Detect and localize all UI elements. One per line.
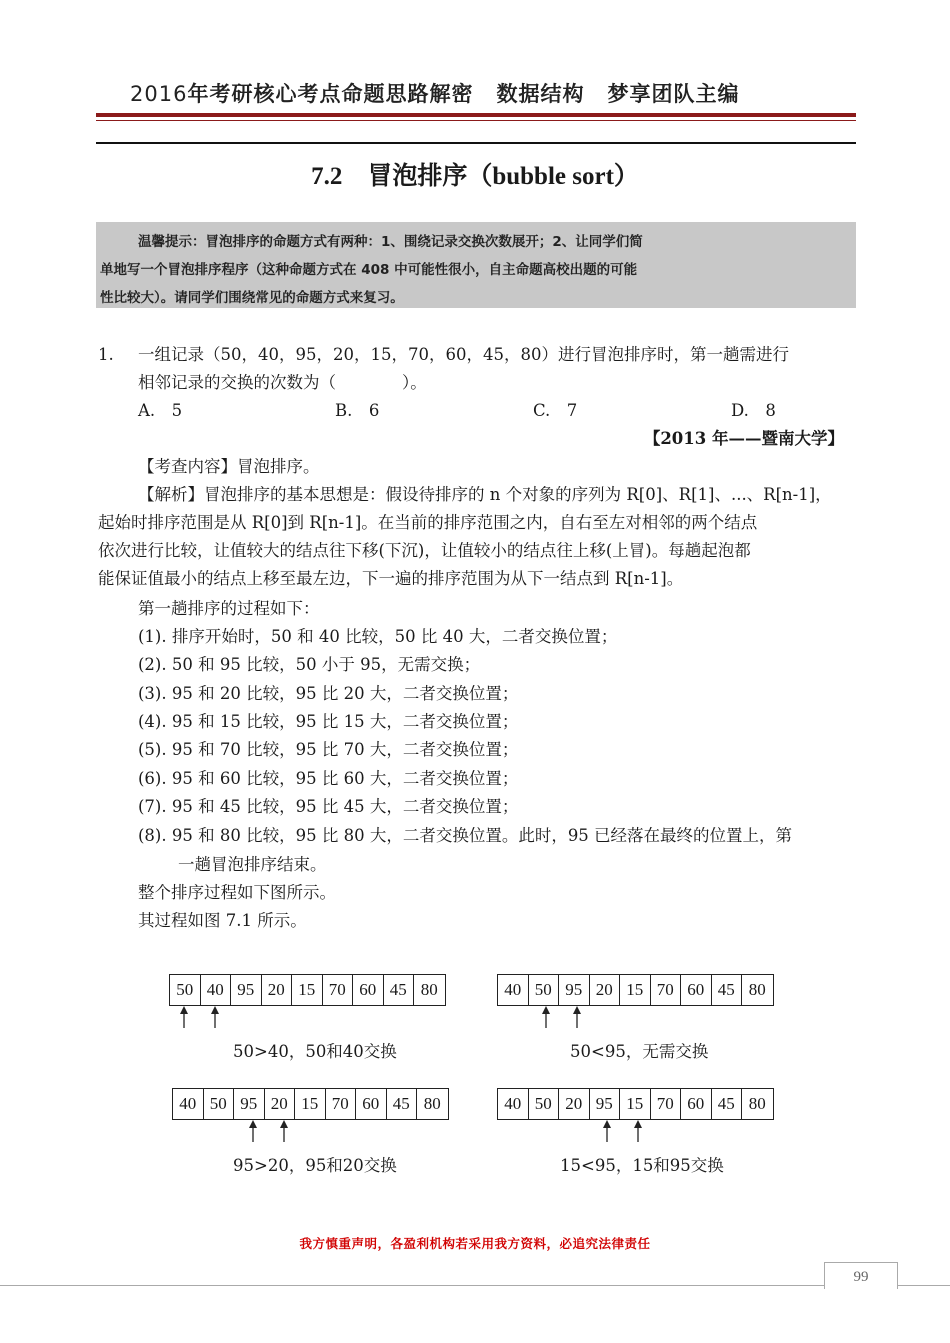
figure-caption-1: 50>40，50和40交换 [233, 1042, 397, 1061]
array-cell: 60 [353, 975, 384, 1005]
array-cell: 15 [620, 1089, 651, 1119]
option-c: C. 7 [533, 401, 578, 420]
question-number: 1. [98, 345, 114, 364]
array-cell: 70 [651, 975, 682, 1005]
array-cell: 50 [170, 975, 201, 1005]
array-cell: 80 [420, 980, 438, 999]
tip-line-1: 温馨提示：冒泡排序的命题方式有两种：1、围绕记录交换次数展开；2、让同学们简 [138, 234, 643, 250]
array-cell: 95 [231, 975, 262, 1005]
figure-reference: 其过程如图 7.1 所示。 [138, 911, 307, 930]
jiexi-line-4: 能保证值最小的结点上移至最左边，下一遍的排序范围为从下一结点到 R[n-1]。 [98, 569, 684, 588]
array-cell: 60 [356, 1089, 387, 1119]
up-arrow-icon [179, 1006, 189, 1028]
array-cell: 20 [262, 975, 293, 1005]
up-arrow-icon [210, 1006, 220, 1028]
question-text-line-2: 相邻记录的交换的次数为（ ）。 [138, 373, 427, 392]
up-arrow-icon [541, 1006, 551, 1028]
step-1: (1). 排序开始时，50 和 40 比较，50 比 40 大，二者交换位置； [138, 627, 618, 646]
array-cell: 60 [681, 975, 712, 1005]
question-text-line-1: 一组记录（50，40，95，20，15，70，60，45，80）进行冒泡排序时，第一趟需进行 [138, 345, 789, 364]
step-2: (2). 50 和 95 比较，50 小于 95，无需交换； [138, 655, 481, 674]
step-7: (7). 95 和 45 比较，95 比 45 大，二者交换位置； [138, 797, 519, 816]
up-arrow-icon [279, 1120, 289, 1142]
array-cell: 45 [712, 975, 743, 1005]
array-cell: 80 [748, 1094, 766, 1113]
step-6: (6). 95 和 60 比较，95 比 60 大，二者交换位置； [138, 769, 519, 788]
array-cell: 45 [384, 975, 415, 1005]
figure-caption-2: 50<95，无需交换 [570, 1042, 709, 1061]
array-cell: 45 [712, 1089, 743, 1119]
up-arrow-icon [633, 1120, 643, 1142]
array-cell: 80 [748, 980, 766, 999]
footer-rule [0, 1285, 950, 1286]
header-editor: 梦享团队主编 [607, 82, 740, 106]
header-subject: 数据结构 [496, 82, 585, 106]
array-cell: 70 [326, 1089, 357, 1119]
header-year: 2016 [130, 82, 188, 106]
array-cell: 15 [292, 975, 323, 1005]
array-cell: 50 [529, 1089, 560, 1119]
step-3: (3). 95 和 20 比较，95 比 20 大，二者交换位置； [138, 684, 519, 703]
figure-caption-3: 95>20，95和20交换 [233, 1156, 397, 1175]
option-b: B. 6 [335, 401, 380, 420]
header-book-title: 年考研核心考点命题思路解密 [187, 82, 474, 106]
array-cell: 50 [204, 1089, 235, 1119]
up-arrow-icon [572, 1006, 582, 1028]
up-arrow-icon [248, 1120, 258, 1142]
copyright-warning: 我方慎重声明，各盈利机构若采用我方资料，必追究法律责任 [299, 1236, 651, 1251]
step-5: (5). 95 和 70 比较，95 比 70 大，二者交换位置； [138, 740, 519, 759]
array-cell: 40 [173, 1089, 204, 1119]
array-cell: 80 [423, 1094, 441, 1113]
step-8-continued: 一趟冒泡排序结束。 [178, 855, 327, 874]
array-cell: 40 [201, 975, 232, 1005]
array-cell: 20 [265, 1089, 296, 1119]
jiexi-line-1: 【解析】冒泡排序的基本思想是：假设待排序的 n 个对象的序列为 R[0]、R[1]、...、R[n-1]， [138, 485, 832, 504]
tip-line-2: 单地写一个冒泡排序程序（这种命题方式在 408 中可能性很小，自主命题高校出题的可能 [100, 262, 638, 278]
array-cell: 15 [295, 1089, 326, 1119]
figure-caption-4: 15<95，15和95交换 [560, 1156, 724, 1175]
array-cell: 40 [498, 1089, 529, 1119]
running-header [130, 78, 740, 108]
header-rule-thin [96, 120, 856, 121]
array-cell: 15 [620, 975, 651, 1005]
array-diagram-1 [169, 974, 446, 1006]
array-cell: 95 [559, 975, 590, 1005]
whole-process-line: 整个排序过程如下图所示。 [138, 883, 336, 902]
array-diagram-2 [497, 974, 774, 1006]
tip-line-3: 性比较大）。请同学们围绕常见的命题方式来复习。 [100, 290, 404, 306]
array-cell: 45 [387, 1089, 418, 1119]
array-diagram-3 [172, 1088, 449, 1120]
jiexi-line-2: 起始时排序范围是从 R[0]到 R[n-1]。在当前的排序范围之内，自右至左对相邻的两个结点 [98, 513, 758, 532]
array-cell: 20 [590, 975, 621, 1005]
option-d: D. 8 [731, 401, 776, 420]
step-4: (4). 95 和 15 比较，95 比 15 大，二者交换位置； [138, 712, 519, 731]
page-number: 99 [824, 1262, 898, 1289]
step-8: (8). 95 和 80 比较，95 比 80 大，二者交换位置。此时，95 已经落在最终的位置上，第 [138, 826, 793, 845]
array-cell: 95 [590, 1089, 621, 1119]
jiexi-line-3: 依次进行比较，让值较大的结点往下移(下沉)，让值较小的结点往上移(上冒)。每趟起泡都 [98, 541, 751, 560]
array-diagram-4 [497, 1088, 774, 1120]
question-source: 【2013 年——暨南大学】 [643, 429, 844, 448]
array-cell: 70 [323, 975, 354, 1005]
array-cell: 70 [651, 1089, 682, 1119]
array-cell: 20 [559, 1089, 590, 1119]
section-title: 7.2 冒泡排序（bubble sort） [311, 163, 639, 190]
array-cell: 95 [234, 1089, 265, 1119]
array-cell: 50 [529, 975, 560, 1005]
kaocha-line: 【考查内容】冒泡排序。 [138, 457, 320, 476]
tip-box [96, 222, 856, 308]
first-pass-intro: 第一趟排序的过程如下： [138, 599, 320, 618]
header-rule-thick [96, 113, 856, 117]
option-a: A. 5 [138, 401, 183, 420]
section-rule [96, 142, 856, 144]
array-cell: 40 [498, 975, 529, 1005]
array-cell: 60 [681, 1089, 712, 1119]
up-arrow-icon [602, 1120, 612, 1142]
